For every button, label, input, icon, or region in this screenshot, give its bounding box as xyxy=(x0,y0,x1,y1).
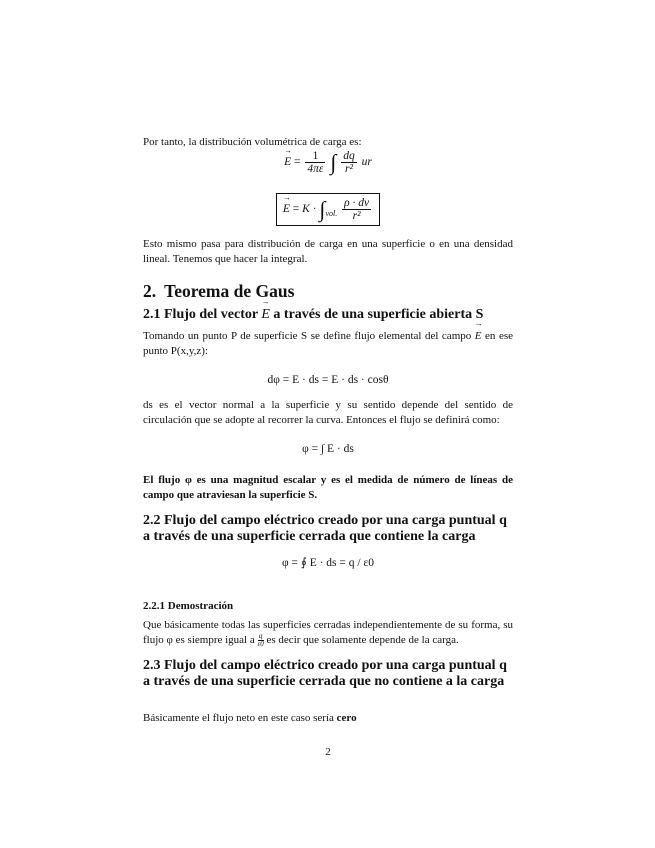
inline-fraction-q-epsilon: $\frac{q}{\varepsilon 0}$ xyxy=(257,632,264,648)
paragraph-flux-definition: El flujo φ es una magnitud escalar y es el medida de número de líneas de campo que atraviesan la superficie S. xyxy=(143,474,513,501)
equation-coulomb-integral: → E = $\frac{1}{4\pi\varepsilon}$ ∫ $\frac{dq}{\text{r²}}$ ur xyxy=(143,150,513,175)
equation-volume-charge-boxed: → $E = K \cdot \int_{vol.}$ $\frac{\rho \cdot dv}{\text{r²}}$ xyxy=(143,193,513,226)
eq2-integral-limit: vol. xyxy=(325,209,338,219)
paragraph-zero-flux: Básicamente el flujo neto en este caso sería cero xyxy=(143,712,357,724)
eq2-constant: K xyxy=(302,203,310,216)
equation-total-flux: φ = ∫ E · ds xyxy=(302,443,354,455)
equation-gauss-law: φ = ∮ E · ds = q / ε0 xyxy=(281,557,375,569)
eq1-field-symbol: → E xyxy=(284,156,291,168)
subsubsection-heading-2-2-1: 2.2.1 Demostración xyxy=(143,600,234,612)
section-heading-gauss: 2. Teorema de Gaus xyxy=(143,281,295,301)
paragraph-surface-linear: Esto mismo pasa para distribución de carga en una superficie o en una densidad lineal. Tenemos que hacer la integral. xyxy=(143,238,513,265)
eq2-field-symbol: → E xyxy=(283,203,290,215)
intro-paragraph: Por tanto, la distribución volumétrica de carga es: xyxy=(143,136,362,148)
paragraph-demonstration: Que básicamente todas las superficies cerradas independientemente de su forma, su flujo φ es siempre igual a $\frac{q}{\varepsilon 0}$ es decir que solamente depende de la carga. xyxy=(143,619,513,648)
equation-elemental-flux: dφ = E · ds = E · ds · cosθ xyxy=(267,374,389,386)
eq1-unit-vector: ur xyxy=(361,156,372,169)
paragraph-elemental-flux: Tomando un punto P de superficie S se define flujo elemental del campo → E en ese punto P(x,y,z): xyxy=(143,329,513,359)
subsection-heading-2-1: 2.1 Flujo del vector → E a través de una superficie abierta S xyxy=(143,307,515,323)
eq1-constant-fraction: $\frac{1}{4\pi\varepsilon}$ xyxy=(307,150,324,175)
eq2-integrand-fraction: $\frac{\rho \cdot dv}{\text{r²}}$ xyxy=(344,197,370,222)
subsection-heading-2-2: 2.2 Flujo del campo eléctrico creado por una carga puntual q a través de una superficie cerrada que contiene la carga xyxy=(143,513,507,544)
subsection-heading-2-3: 2.3 Flujo del campo eléctrico creado por una carga puntual q a través de una superficie cerrada que no contiene a la carga xyxy=(143,658,507,689)
eq1-integrand-fraction: $\frac{dq}{\text{r²}}$ xyxy=(343,150,355,175)
page-number: 2 xyxy=(325,746,331,758)
paragraph-normal-vector: ds es el vector normal a la superficie y su sentido depende del sentido de circulación que se adopte al recorrer la curva. Entonces el flujo se definirá como: xyxy=(143,399,513,426)
